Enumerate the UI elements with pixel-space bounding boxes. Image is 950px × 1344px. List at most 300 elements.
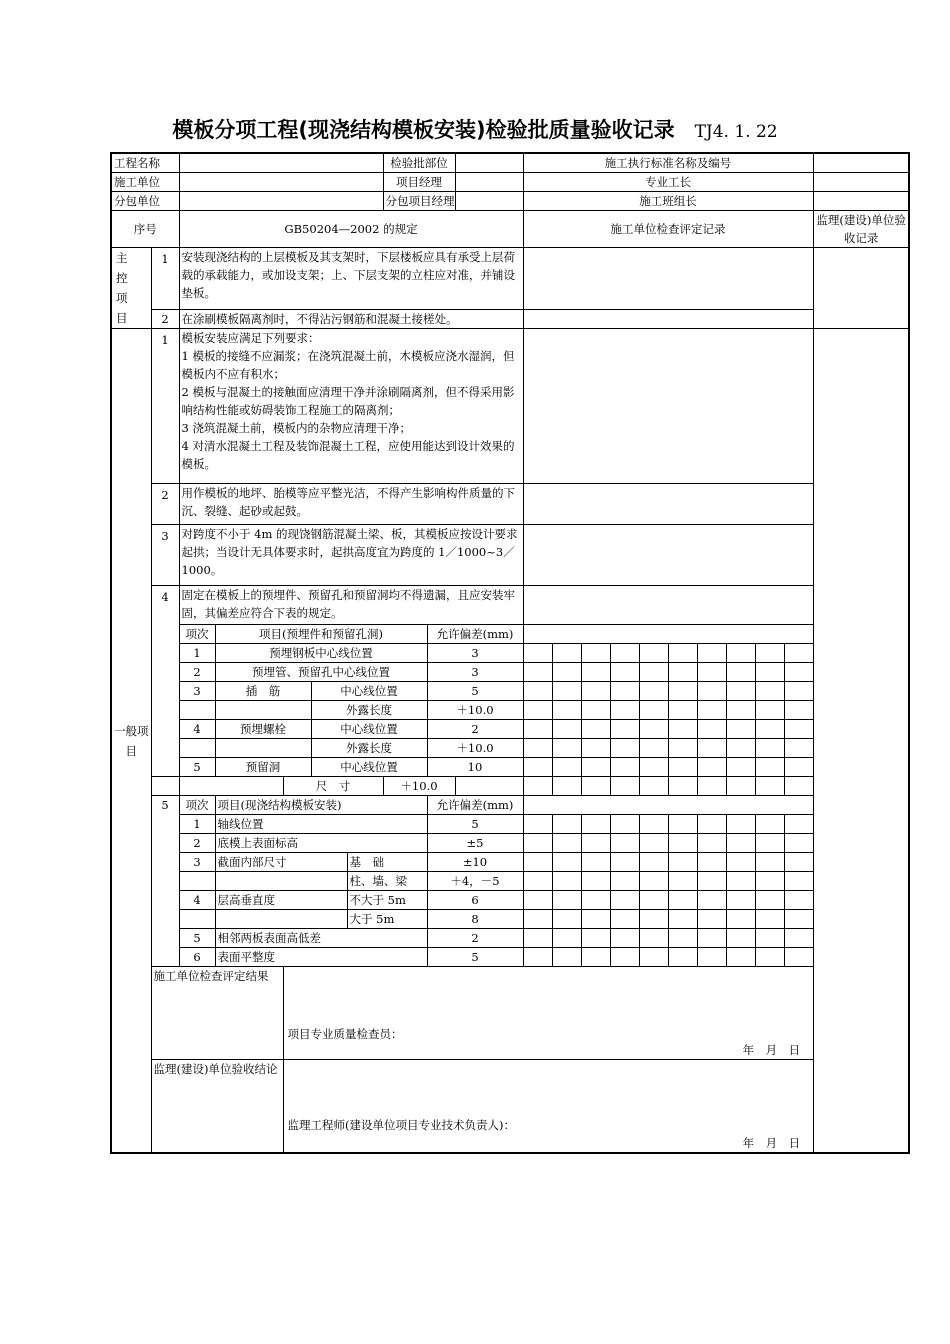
main-item-2-record[interactable] [523,309,813,328]
check-record-header: 施工单位检查评定记录 [523,211,813,248]
measure-cell[interactable] [726,929,755,948]
general-item-2-seq: 2 [151,484,179,525]
row-subitem: 外露长度 [311,739,427,758]
general-item-4-seq: 4 [151,586,179,777]
row-subitem: 尺 寸 [283,777,383,796]
table-row [111,929,909,948]
row-subitem: 柱、墙、梁 [347,872,427,891]
measure-cell[interactable] [639,644,668,663]
main-control-label: 主控项目 [111,248,151,329]
row-item: 预埋螺栓 [215,720,311,739]
main-item-2-seq: 2 [151,309,179,328]
measure-cell[interactable] [581,777,610,796]
measure-cell[interactable] [726,948,755,967]
row-tolerance: 5 [427,682,523,701]
measure-cell[interactable] [610,663,639,682]
row-item: 底模上表面标高 [215,834,427,853]
general-item-1-record[interactable] [523,329,813,484]
measure-cell[interactable] [784,834,813,853]
measure-cell[interactable] [784,815,813,834]
row-item: 预埋管、预留孔中心线位置 [215,663,427,682]
measure-cell[interactable] [581,701,610,720]
general-item-1-seq: 1 [151,329,179,484]
measure-cell[interactable] [639,872,668,891]
measure-cell[interactable] [784,872,813,891]
measure-cell[interactable] [697,701,726,720]
measure-cell[interactable] [523,644,552,663]
measure-cell[interactable] [668,777,697,796]
measure-cell[interactable] [523,853,552,872]
table-row [111,872,909,891]
measure-cell[interactable] [552,758,581,777]
measure-cell[interactable] [581,682,610,701]
table-row [111,701,909,720]
row-number: 3 [179,682,215,701]
table-row [111,739,909,758]
conclusion-date: 年 月 日 [742,1136,801,1150]
title-text: 模板分项工程(现浇结构模板安装)检验批质量验收记录 [172,118,675,142]
measure-cell[interactable] [697,853,726,872]
measure-cell[interactable] [610,891,639,910]
inspection-part-label: 检验批部位 [383,153,455,173]
measure-cell[interactable] [726,910,755,929]
measure-cell[interactable] [610,758,639,777]
main-item-1-seq: 1 [151,248,179,310]
general-item-1-text [179,329,523,484]
table-row [111,891,909,910]
measure-cell[interactable] [726,758,755,777]
row-item [215,872,347,891]
measure-cell[interactable] [610,701,639,720]
measure-cell[interactable] [668,872,697,891]
measure-cell[interactable] [726,834,755,853]
table-row [111,853,909,872]
measure-cell[interactable] [523,720,552,739]
measure-cell[interactable] [523,834,552,853]
measure-cell[interactable] [581,815,610,834]
measure-cell[interactable] [668,815,697,834]
measure-cell[interactable] [639,815,668,834]
measure-cell[interactable] [639,891,668,910]
standard-label: 施工执行标准名称及编号 [523,153,813,173]
measure-cell[interactable] [523,910,552,929]
sub-manager-value[interactable] [455,192,523,211]
row-number: 2 [179,834,215,853]
measure-cell[interactable] [697,777,726,796]
measure-cell[interactable] [668,853,697,872]
row-subitem: 中心线位置 [311,720,427,739]
measure-cell[interactable] [523,777,552,796]
measure-cell[interactable] [610,644,639,663]
t1-item-header: 项目(预埋件和预留孔洞) [215,625,427,644]
measure-cell[interactable] [697,948,726,967]
row-item: 表面平整度 [215,948,427,967]
measure-cell[interactable] [581,758,610,777]
row-tolerance: 2 [427,720,523,739]
row-item: 相邻两板表面高低差 [215,929,427,948]
measure-cell[interactable] [726,872,755,891]
measure-cell[interactable] [610,834,639,853]
measure-cell[interactable] [697,872,726,891]
measure-cell[interactable] [610,872,639,891]
table-row [111,777,909,796]
measure-cell[interactable] [755,948,784,967]
measure-cell[interactable] [610,720,639,739]
subcontractor-value[interactable] [179,192,383,211]
measure-cell[interactable] [755,758,784,777]
measure-cell[interactable] [523,682,552,701]
measure-cell[interactable] [755,663,784,682]
main-supervision-record[interactable] [813,248,909,329]
general-item-1-line: 2 模板与混凝土的接触面应清理干净并涂刷隔离剂，但不得采用影响结构性能或妨碍装饰工程施工的隔离剂； [181,385,515,417]
measure-cell[interactable] [755,720,784,739]
measure-cell[interactable] [697,834,726,853]
general-label: 一般项目 [111,329,151,1154]
measure-cell[interactable] [697,815,726,834]
measure-cell[interactable] [755,815,784,834]
page-title [0,114,950,144]
row-subitem: 大于 5m [347,910,427,929]
measure-cell[interactable] [639,701,668,720]
measure-cell[interactable] [755,644,784,663]
project-name-value[interactable] [179,153,383,173]
measure-cell[interactable] [784,663,813,682]
measure-cell[interactable] [552,929,581,948]
measure-cell[interactable] [697,910,726,929]
measure-cell[interactable] [523,758,552,777]
table-row [111,815,909,834]
sub-manager-label: 分包项目经理 [383,192,455,211]
row-subitem: 基 础 [347,853,427,872]
measure-cell[interactable] [726,720,755,739]
measure-cell[interactable] [639,758,668,777]
table-row [111,682,909,701]
t2-record-header-cell [523,796,813,815]
measure-cell[interactable] [523,872,552,891]
measure-cell[interactable] [726,739,755,758]
result-area[interactable] [283,967,909,1060]
measure-cell[interactable] [697,663,726,682]
measure-cell[interactable] [581,853,610,872]
row-subitem: 中心线位置 [311,682,427,701]
measure-cell[interactable] [552,815,581,834]
measure-cell[interactable] [726,777,755,796]
table-row [111,758,909,777]
row-item: 层高垂直度 [215,891,347,910]
measure-cell[interactable] [639,739,668,758]
row-number [179,872,215,891]
measure-cell[interactable] [755,777,784,796]
table-row [111,720,909,739]
measure-cell[interactable] [552,853,581,872]
measure-cell[interactable] [639,834,668,853]
row-tolerance: 6 [427,891,523,910]
general-item-1-line: 4 对清水混凝土工程及装饰混凝土工程，应使用能达到设计效果的模板。 [181,439,515,471]
measure-cell[interactable] [610,853,639,872]
measure-cell[interactable] [668,663,697,682]
table-row [111,644,909,663]
project-name-label: 工程名称 [111,153,179,173]
t2-tol-header: 允许偏差(mm) [427,796,523,815]
row-tolerance: 3 [427,663,523,682]
team-leader-value[interactable] [813,192,909,211]
measure-cell[interactable] [668,910,697,929]
measure-cell[interactable] [726,663,755,682]
row-subitem: 中心线位置 [311,758,427,777]
general-item-3-seq: 3 [151,525,179,586]
measure-cell[interactable] [552,644,581,663]
t2-seq-header: 项次 [179,796,215,815]
measure-cell[interactable] [552,891,581,910]
measure-cell[interactable] [668,758,697,777]
row-number: 5 [179,929,215,948]
measure-cell[interactable] [726,853,755,872]
team-leader-label: 施工班组长 [523,192,813,211]
measure-cell[interactable] [726,701,755,720]
measure-cell[interactable] [552,872,581,891]
row-number [179,701,215,720]
construction-unit-label: 施工单位 [111,173,179,192]
measure-cell[interactable] [755,853,784,872]
measure-cell[interactable] [639,929,668,948]
row-item [215,910,347,929]
measure-cell[interactable] [784,929,813,948]
row-number [151,777,179,796]
measure-cell[interactable] [610,948,639,967]
measure-cell[interactable] [697,720,726,739]
measure-cell[interactable] [668,891,697,910]
measure-cell[interactable] [784,739,813,758]
foreman-label: 专业工长 [523,173,813,192]
measure-cell[interactable] [697,682,726,701]
row-number [179,910,215,929]
measure-cell[interactable] [610,739,639,758]
measure-cell[interactable] [610,929,639,948]
measure-cell[interactable] [581,910,610,929]
table-row [111,663,909,682]
row-number: 5 [179,758,215,777]
measure-cell[interactable] [668,929,697,948]
general-item-4-text: 固定在模板上的预埋件、预留孔和预留洞均不得遗漏，且应安装牢固，其偏差应符合下表的规定。 [179,586,523,625]
row-tolerance: ±10 [427,853,523,872]
general-item-2-text: 用作模板的地坪、胎模等应平整光洁，不得产生影响构件质量的下沉、裂缝、起砂或起鼓。 [179,484,523,525]
measure-cell[interactable] [552,739,581,758]
construction-unit-value[interactable] [179,173,383,192]
measure-cell[interactable] [610,815,639,834]
measure-cell[interactable] [639,777,668,796]
main-item-1-text: 安装现浇结构的上层模板及其支架时，下层楼板应具有承受上层荷载的承载能力，或加设支架；上、下层支架的立柱应对准，并铺设垫板。 [179,248,523,310]
measure-cell[interactable] [784,720,813,739]
row-tolerance: 3 [427,644,523,663]
measure-cell[interactable] [581,929,610,948]
measure-cell[interactable] [784,948,813,967]
measure-cell[interactable] [581,891,610,910]
measure-cell[interactable] [755,872,784,891]
general-item-3-text: 对跨度不小于 4m 的现饶钢筋混凝土梁、板，其模板应按设计要求起拱；当设计无具体要求时，起拱高度宜为跨度的 1／1000~3／1000。 [179,525,523,586]
measure-cell[interactable] [726,815,755,834]
row-number: 2 [179,663,215,682]
measure-cell[interactable] [639,910,668,929]
project-manager-label: 项目经理 [383,173,455,192]
row-tolerance: ＋4，－5 [427,872,523,891]
measure-cell[interactable] [755,834,784,853]
measure-cell[interactable] [523,739,552,758]
measure-cell[interactable] [581,720,610,739]
conclusion-area[interactable] [283,1060,909,1154]
inspector-label: 项目专业质量检查员： [287,1027,403,1041]
row-tolerance: 8 [427,910,523,929]
project-manager-value[interactable] [455,173,523,192]
row-item: 截面内部尺寸 [215,853,347,872]
measure-cell[interactable] [755,739,784,758]
row-number [179,739,215,758]
measure-cell[interactable] [726,682,755,701]
measure-cell[interactable] [668,739,697,758]
general-item-1-line: 1 模板的接缝不应漏浆；在浇筑混凝土前，木模板应浇水湿润，但模板内不应有积水； [181,349,515,381]
row-number: 4 [179,891,215,910]
measure-cell[interactable] [784,701,813,720]
main-item-1-record[interactable] [523,248,813,310]
measure-cell[interactable] [552,682,581,701]
measure-cell[interactable] [523,948,552,967]
measure-cell[interactable] [523,815,552,834]
row-number: 4 [179,720,215,739]
measure-cell[interactable] [610,682,639,701]
measure-cell[interactable] [755,701,784,720]
measure-cell[interactable] [668,682,697,701]
row-tolerance: ±5 [427,834,523,853]
general-item-4-record[interactable] [523,586,813,625]
row-number: 1 [179,644,215,663]
measure-cell[interactable] [784,891,813,910]
row-tolerance: 5 [427,948,523,967]
row-tolerance: 10 [427,758,523,777]
measure-cell[interactable] [755,929,784,948]
general-item-1-line: 3 浇筑混凝土前，模板内的杂物应清理干净； [181,421,411,435]
measure-cell[interactable] [668,720,697,739]
table-row [111,948,909,967]
measure-cell[interactable] [726,891,755,910]
measure-cell[interactable] [610,777,639,796]
measure-cell[interactable] [639,853,668,872]
row-tolerance: ＋10.0 [383,777,455,796]
measure-cell[interactable] [697,739,726,758]
measure-cell[interactable] [581,644,610,663]
measure-cell[interactable] [784,758,813,777]
result-date: 年 月 日 [742,1043,801,1057]
inspection-part-value[interactable] [455,153,523,173]
row-number: 6 [179,948,215,967]
measure-cell[interactable] [552,834,581,853]
measure-cell[interactable] [697,891,726,910]
general-item-2-record[interactable] [523,484,813,525]
measure-cell[interactable] [784,682,813,701]
measure-cell[interactable] [455,777,523,796]
measure-cell[interactable] [697,644,726,663]
measure-cell[interactable] [668,948,697,967]
measure-cell[interactable] [610,910,639,929]
conclusion-label: 监理(建设)单位验收结论 [151,1060,283,1154]
measure-cell[interactable] [755,682,784,701]
seq-header: 序号 [111,211,179,248]
measure-cell[interactable] [581,834,610,853]
measure-cell[interactable] [726,644,755,663]
t1-record-header-cell [523,625,813,644]
measure-cell[interactable] [581,663,610,682]
t1-seq-header: 项次 [179,625,215,644]
row-item: 轴线位置 [215,815,427,834]
measure-cell[interactable] [552,777,581,796]
measure-cell[interactable] [639,682,668,701]
row-subitem: 外露长度 [311,701,427,720]
measure-cell[interactable] [581,948,610,967]
measure-cell[interactable] [581,739,610,758]
row-subitem: 不大于 5m [347,891,427,910]
row-tolerance: 2 [427,929,523,948]
measure-cell[interactable] [552,720,581,739]
row-number: 1 [179,815,215,834]
measure-cell[interactable] [639,948,668,967]
measure-cell[interactable] [784,644,813,663]
measure-cell[interactable] [581,872,610,891]
measure-cell[interactable] [552,948,581,967]
supervision-record-header: 监理(建设)单位验收记录 [813,211,909,248]
general-item-1-line: 模板安装应满足下列要求： [181,331,320,345]
subcontractor-label: 分包单位 [111,192,179,211]
measure-cell[interactable] [784,853,813,872]
measure-cell[interactable] [639,663,668,682]
general-item-3-record[interactable] [523,525,813,586]
measure-cell[interactable] [755,910,784,929]
row-item: 预埋钢板中心线位置 [215,644,427,663]
measure-cell[interactable] [784,910,813,929]
row-item [215,701,311,720]
measure-cell[interactable] [697,758,726,777]
row-item: 预留洞 [215,758,311,777]
measure-cell[interactable] [668,644,697,663]
row-tolerance: ＋10.0 [427,701,523,720]
measure-cell[interactable] [668,834,697,853]
table-row [111,910,909,929]
row-tolerance: 5 [427,815,523,834]
inspection-form [110,152,910,1154]
measure-cell[interactable] [523,929,552,948]
measure-cell[interactable] [755,891,784,910]
row-tolerance: ＋10.0 [427,739,523,758]
measure-cell[interactable] [552,910,581,929]
row-item [179,777,283,796]
measure-cell[interactable] [523,891,552,910]
result-label: 施工单位检查评定结果 [151,967,283,1060]
general-item-5-seq: 5 [151,796,179,967]
main-item-2-text: 在涂刷模板隔离剂时，不得沾污钢筋和混凝土接槎处。 [179,309,523,328]
measure-cell[interactable] [552,663,581,682]
foreman-value[interactable] [813,173,909,192]
row-item [215,739,311,758]
engineer-label: 监理工程师(建设单位项目专业技术负责人)： [287,1118,515,1132]
measure-cell[interactable] [523,701,552,720]
standard-value[interactable] [813,153,909,173]
measure-cell[interactable] [639,720,668,739]
spec-header: GB50204—2002 的规定 [179,211,523,248]
measure-cell[interactable] [668,701,697,720]
measure-cell[interactable] [552,701,581,720]
row-item: 插 筋 [215,682,311,701]
row-number: 3 [179,853,215,872]
t2-item-header: 项目(现浇结构模板安装) [215,796,427,815]
measure-cell[interactable] [697,929,726,948]
measure-cell[interactable] [523,663,552,682]
